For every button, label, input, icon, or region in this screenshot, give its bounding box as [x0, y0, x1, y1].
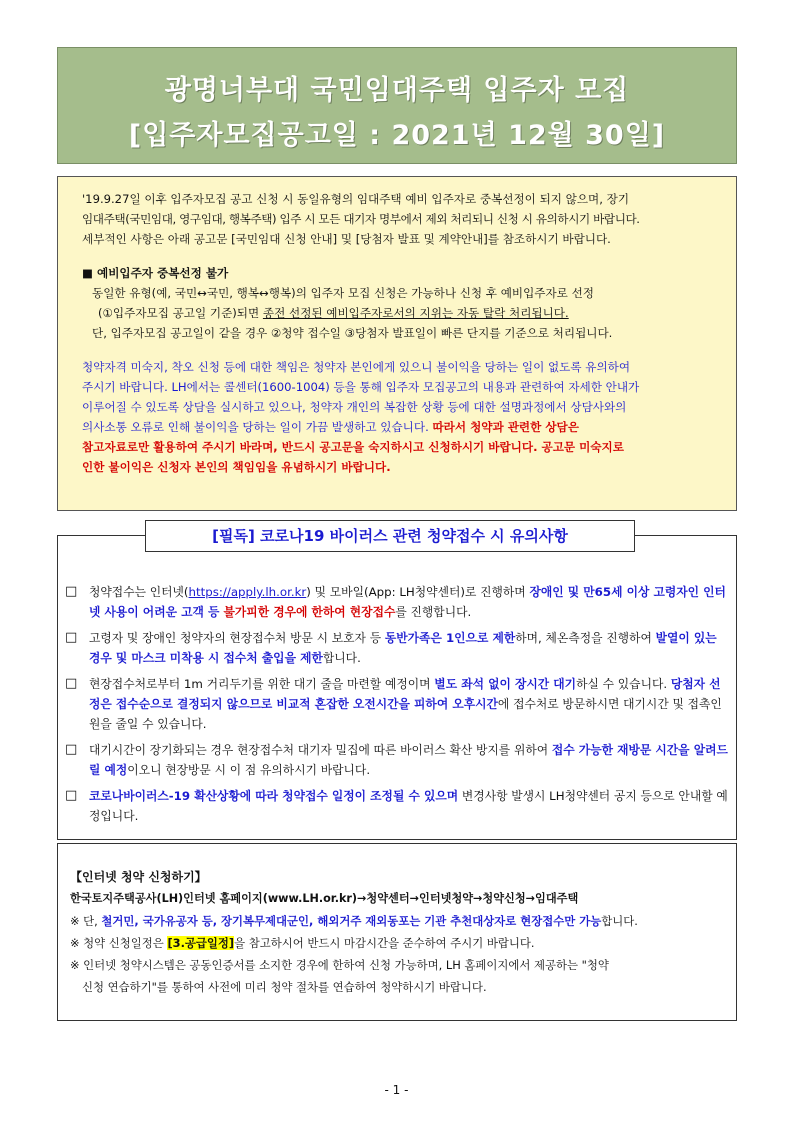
- notice-heading: ■ 예비입주자 중복선정 불가: [82, 266, 229, 280]
- checkbox-bullet-icon: □: [65, 584, 78, 599]
- notice-text-part: (①입주자모집 공고일 기준)되면: [98, 306, 263, 320]
- page-number: - 1 -: [384, 1083, 409, 1097]
- announcement-date: [입주자모집공고일 : 2021년 12월 30일]: [128, 120, 666, 151]
- item-text: 하실 수 있습니다.: [576, 677, 671, 691]
- item-emphasis: 장애인 및 만65세 이상 고령자인 인터넷 사용이 어려운 고객 등: [89, 585, 726, 619]
- notice-text: 세부적인 사항은 아래 공고문 [국민임대 신청 안내] 및 [당첨자 발표 및 계약안내]를 참조하시기 바랍니다.: [82, 232, 611, 246]
- item-text: 청약접수는 인터넷(: [89, 585, 189, 599]
- internet-application-box: [57, 843, 737, 1021]
- notice-caution: 주시기 바랍니다. LH에서는 콜센터(1600-1004) 등을 통해 입주자 모집공고의 내용과 관련하여 자세한 안내가: [82, 380, 640, 394]
- internet-note: 신청 연습하기"를 통하여 사전에 미리 청약 절차를 연습하여 청약하시기 바랍니다.: [82, 980, 487, 994]
- page-title: 광명너부대 국민임대주택 입주자 모집: [164, 75, 630, 106]
- internet-section-title: 【인터넷 청약 신청하기】: [70, 870, 207, 884]
- notice-text: '19.9.27일 이후 입주자모집 공고 신청 시 동일유형의 임대주택 예비 입주자로 중복선정이 되지 않으며, 장기: [82, 192, 630, 206]
- item-text: 하며, 체온측정을 진행하여: [515, 631, 656, 645]
- item-emphasis: 별도 좌석 없이 장시간 대기: [434, 677, 577, 691]
- notice-caution: 청약자격 미숙지, 착오 신청 등에 대한 책임은 청약자 본인에게 있으니 불이익을 당하는 일이 없도록 유의하여: [82, 360, 631, 374]
- title-banner: [57, 47, 737, 164]
- notice-caution: 이루어질 수 있도록 상담을 실시하고 있으나, 청약자 개인의 복잡한 상황 등에 대한 설명과정에서 상담사와의: [82, 400, 627, 414]
- internet-path: 한국토지주택공사(LH)인터넷 홈페이지(www.LH.or.kr)→청약센터→인터넷청약→청약신청→임대주택: [70, 892, 579, 905]
- item-text: 변경사항 발생시 LH청약센터 공지 등으로 안내할 예정입니다.: [89, 789, 728, 823]
- list-item: [65, 674, 731, 734]
- notice-caution-part: 의사소통 오류로 인해 불이익을 당하는 일이 가끔 발생하고 있습니다.: [82, 420, 433, 434]
- item-text: 대기시간이 장기화되는 경우 현장접수처 대기자 밀집에 따른 바이러스 확산 방지를 위하여: [89, 743, 552, 757]
- note-text: 합니다.: [601, 914, 638, 928]
- internet-note: [70, 932, 722, 954]
- item-text: 합니다.: [322, 651, 361, 665]
- note-text: ※ 단,: [70, 914, 102, 928]
- item-emphasis: 당첨자 선정은 접수순으로 결정되지 않으므로 비교적 혼잡한 오전시간을 피하여 오후시간: [89, 677, 721, 711]
- checkbox-bullet-icon: □: [65, 630, 78, 645]
- corona-list: [65, 582, 731, 832]
- notice-text: 단, 입주자모집 공고일이 같을 경우 ②청약 접수일 ③당첨자 발표일이 빠른 단지를 기준으로 처리됩니다.: [92, 326, 613, 340]
- notice-warning: 따라서 청약과 관련한 상담은: [432, 420, 579, 434]
- notice-underlined: 종전 선정된 예비입주자로서의 지위는 자동 탈락 처리됩니다.: [262, 306, 569, 320]
- notice-text: 동일한 유형(예, 국민↔국민, 행복↔행복)의 입주자 모집 신청은 가능하나 신청 후 예비입주자로 선정: [92, 286, 594, 300]
- item-warning: 불가피한 경우에 한하여 현장접수: [223, 605, 396, 619]
- item-text: 를 진행합니다.: [395, 605, 472, 619]
- checkbox-bullet-icon: □: [65, 742, 78, 757]
- note-emphasis: 철거민, 국가유공자 등, 장기복무제대군인, 해외거주 재외동포는 기관 추천대상자로 현장접수만 가능: [101, 914, 602, 928]
- internet-note: [70, 910, 722, 932]
- item-emphasis: 동반가족은 1인으로 제한: [384, 631, 516, 645]
- corona-section-title: [필독] 코로나19 바이러스 관련 청약접수 시 유의사항: [145, 520, 635, 552]
- item-emphasis: 발열이 있는 경우 및 마스크 미착용 시 접수처 출입을 제한: [89, 631, 717, 665]
- notice-caution: [82, 417, 722, 437]
- note-text: ※ 청약 신청일정은: [70, 936, 168, 950]
- apply-link[interactable]: https://apply.lh.or.kr: [188, 585, 307, 599]
- item-emphasis: 접수 가능한 재방문 시간을 알려드릴 예정: [89, 743, 728, 777]
- notice-box: [57, 176, 737, 511]
- internet-note: ※ 인터넷 청약시스템은 공동인증서를 소지한 경우에 한하여 신청 가능하며, LH 홈페이지에서 제공하는 "청약: [70, 958, 609, 972]
- checkbox-bullet-icon: □: [65, 676, 78, 691]
- list-item: [65, 582, 731, 622]
- list-item: [65, 786, 731, 826]
- item-text: 에 접수처로 방문하시면 대기시간 및 접촉인원을 줄일 수 있습니다.: [89, 697, 722, 731]
- notice-text: [82, 303, 722, 323]
- checkbox-bullet-icon: □: [65, 788, 78, 803]
- item-text: 고령자 및 장애인 청약자의 현장접수처 방문 시 보호자 등: [89, 631, 385, 645]
- item-text: 현장접수처로부터 1m 거리두기를 위한 대기 줄을 마련할 예정이며: [89, 677, 435, 691]
- notice-warning: 참고자료로만 활용하여 주시기 바라며, 반드시 공고문을 숙지하시고 신청하시기 바랍니다. 공고문 미숙지로: [82, 440, 624, 454]
- note-text: 을 참고하시어 반드시 마감시간을 준수하여 주시기 바랍니다.: [234, 936, 535, 950]
- list-item: [65, 628, 731, 668]
- notice-text: 임대주택(국민임대, 영구임대, 행복주택) 입주 시 모든 대기자 명부에서 제외 처리되니 신청 시 유의하시기 바랍니다.: [82, 212, 640, 226]
- item-text: ) 및 모바일(App: LH청약센터)로 진행하며: [306, 585, 530, 599]
- list-item: [65, 740, 731, 780]
- notice-warning: 인한 불이익은 신청자 본인의 책임임을 유념하시기 바랍니다.: [82, 460, 391, 474]
- item-text: 이오니 현장방문 시 이 점 유의하시기 바랍니다.: [127, 763, 371, 777]
- schedule-highlight: [3.공급일정]: [167, 936, 235, 950]
- item-emphasis: 코로나바이러스-19 확산상황에 따라 청약접수 일정이 조정될 수 있으며: [89, 789, 459, 803]
